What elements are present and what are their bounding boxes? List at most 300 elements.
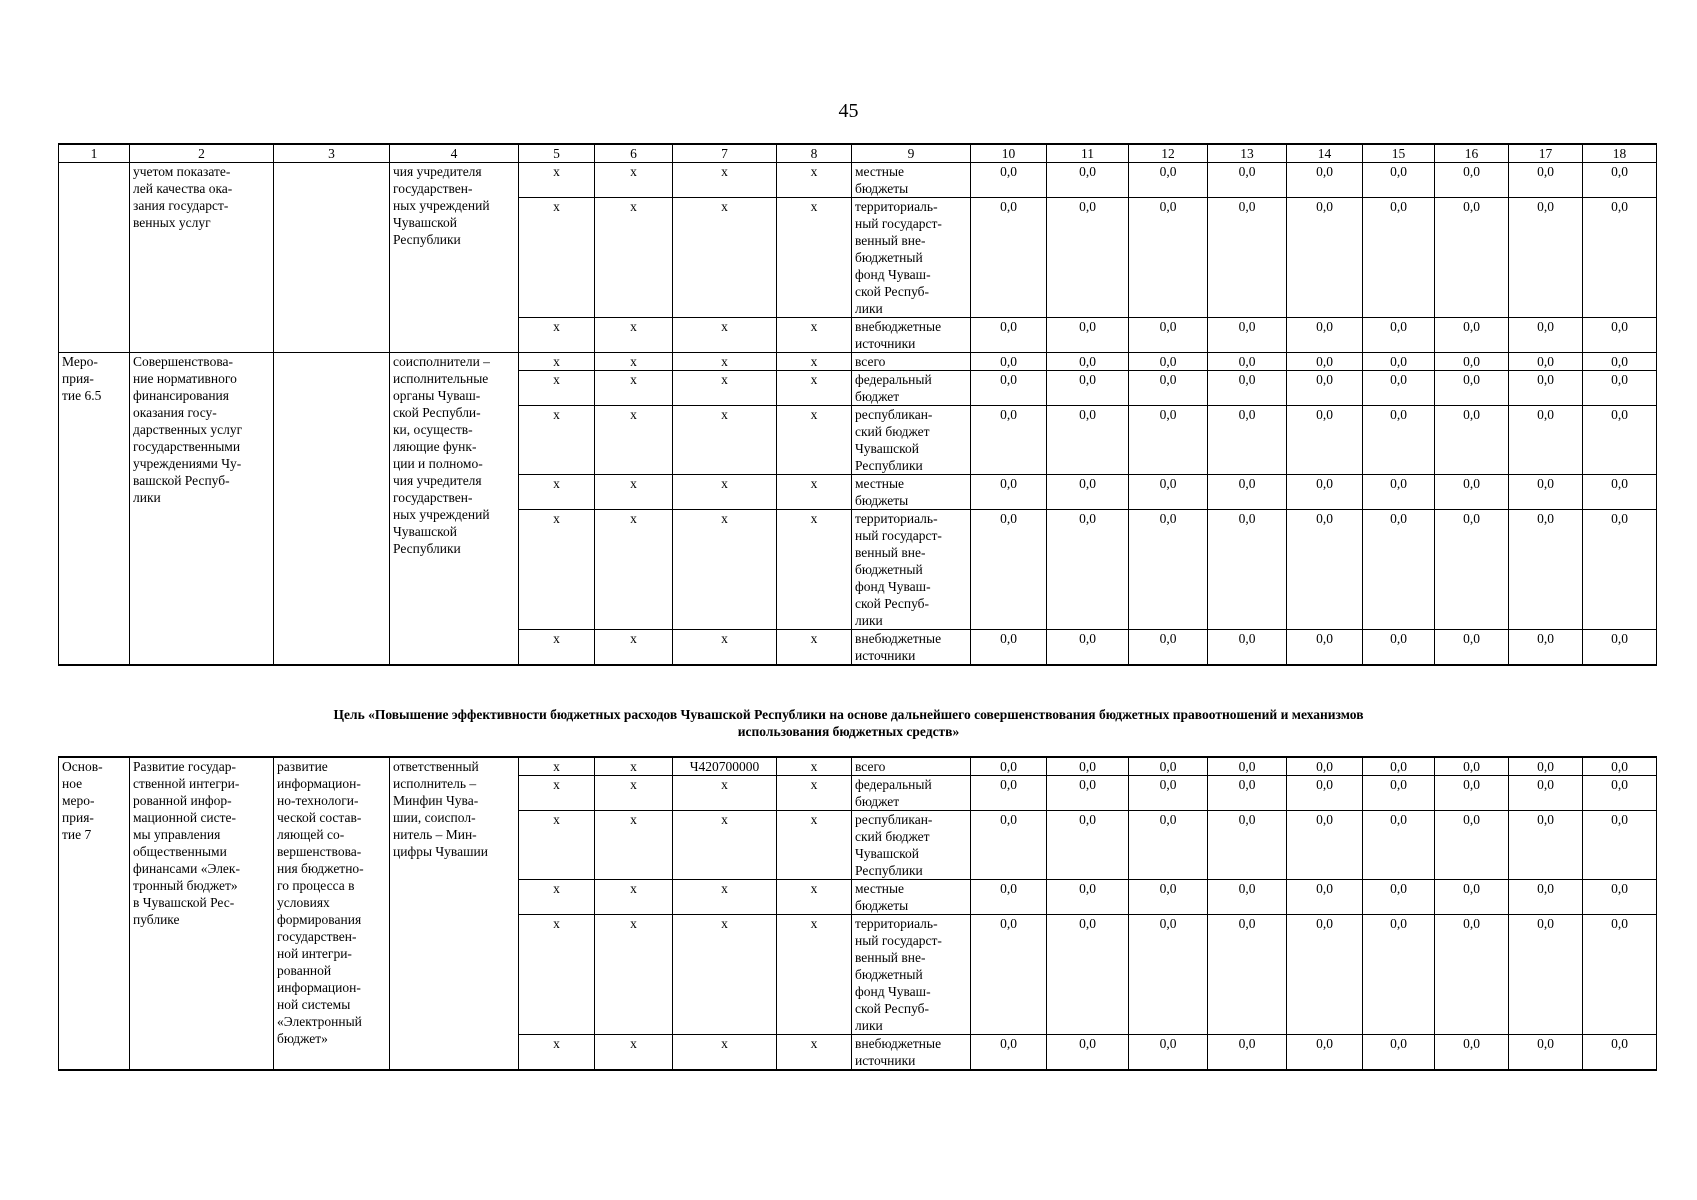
value-cell: 0,0 bbox=[1287, 811, 1363, 880]
value-cell: 0,0 bbox=[1435, 630, 1509, 666]
main-activity-7-col1-line: Основ- bbox=[62, 759, 103, 774]
code-cell-c5: x bbox=[519, 757, 595, 776]
code-cell-c7: x bbox=[673, 163, 777, 198]
value-cell: 0,0 bbox=[1208, 880, 1287, 915]
value-cell: 0,0 bbox=[1583, 1035, 1657, 1071]
activity-6-5-col2-line: Совершенствова- bbox=[133, 354, 234, 369]
value-cell: 0,0 bbox=[1287, 353, 1363, 371]
value-cell: 0,0 bbox=[971, 353, 1047, 371]
code-cell-c6: x bbox=[595, 510, 673, 630]
value-cell: 0,0 bbox=[1208, 406, 1287, 475]
activity-6-5-col2 bbox=[130, 353, 274, 666]
column-number-header: 9 bbox=[852, 144, 971, 163]
funding-source-line: ный государст- bbox=[855, 216, 942, 231]
value-cell: 0,0 bbox=[1435, 406, 1509, 475]
value-cell: 0,0 bbox=[1509, 630, 1583, 666]
value-cell: 0,0 bbox=[1208, 510, 1287, 630]
value-cell: 0,0 bbox=[1583, 163, 1657, 198]
activity-6-5-col4-line: ской Республи- bbox=[393, 405, 481, 420]
funding-source-line: венный вне- bbox=[855, 545, 926, 560]
code-cell-c7: x bbox=[673, 371, 777, 406]
code-cell-c6: x bbox=[595, 757, 673, 776]
code-cell-c8: x bbox=[777, 880, 852, 915]
value-cell: 0,0 bbox=[1047, 475, 1129, 510]
value-cell: 0,0 bbox=[1208, 353, 1287, 371]
funding-source-line: лики bbox=[855, 613, 883, 628]
value-cell: 0,0 bbox=[971, 371, 1047, 406]
code-cell-c5: x bbox=[519, 915, 595, 1035]
code-cell-c7: x bbox=[673, 510, 777, 630]
value-cell: 0,0 bbox=[1435, 353, 1509, 371]
value-cell: 0,0 bbox=[1208, 371, 1287, 406]
value-cell: 0,0 bbox=[1287, 318, 1363, 353]
value-cell: 0,0 bbox=[1583, 757, 1657, 776]
column-number-header: 1 bbox=[59, 144, 130, 163]
funding-source-line: внебюджетные bbox=[855, 1036, 942, 1051]
main-activity-7-col3-line: рованной bbox=[277, 963, 332, 978]
value-cell: 0,0 bbox=[1435, 475, 1509, 510]
value-cell: 0,0 bbox=[1287, 776, 1363, 811]
code-cell-c7: x bbox=[673, 353, 777, 371]
activity-6-4-col4-line: чия учредителя bbox=[393, 164, 482, 179]
activity-6-4-col2-line: венных услуг bbox=[133, 215, 211, 230]
activity-6-5-col4-line: ных учреждений bbox=[393, 507, 490, 522]
column-number-header: 15 bbox=[1363, 144, 1435, 163]
activity-6-5-col4-line: ки, осуществ- bbox=[393, 422, 473, 437]
code-cell-c8: x bbox=[777, 915, 852, 1035]
value-cell: 0,0 bbox=[1129, 880, 1208, 915]
funding-source-line: федеральный bbox=[855, 372, 932, 387]
funding-source-line: федеральный bbox=[855, 777, 932, 792]
code-cell-c7: x bbox=[673, 915, 777, 1035]
funding-source-line: республикан- bbox=[855, 812, 933, 827]
activity-6-5-col2-line: финансирования bbox=[133, 388, 229, 403]
code-cell-c8: x bbox=[777, 811, 852, 880]
value-cell: 0,0 bbox=[1129, 1035, 1208, 1071]
funding-source-line: Республики bbox=[855, 863, 923, 878]
value-cell: 0,0 bbox=[1287, 915, 1363, 1035]
funding-source-line: бюджет bbox=[855, 794, 900, 809]
funding-source-line: венный вне- bbox=[855, 233, 926, 248]
code-cell-c7: x bbox=[673, 880, 777, 915]
value-cell: 0,0 bbox=[1208, 1035, 1287, 1071]
funding-source-line: лики bbox=[855, 1018, 883, 1033]
activity-6-5-col4-line: ции и полномо- bbox=[393, 456, 483, 471]
column-number-header: 7 bbox=[673, 144, 777, 163]
value-cell: 0,0 bbox=[1208, 198, 1287, 318]
code-cell-c7: x bbox=[673, 776, 777, 811]
value-cell: 0,0 bbox=[1435, 880, 1509, 915]
main-activity-7-col3-line: ляющей со- bbox=[277, 827, 345, 842]
code-cell-c7: x bbox=[673, 811, 777, 880]
code-cell-c8: x bbox=[777, 371, 852, 406]
value-cell: 0,0 bbox=[1047, 163, 1129, 198]
activity-6-4-col4 bbox=[390, 163, 519, 353]
value-cell: 0,0 bbox=[1129, 318, 1208, 353]
value-cell: 0,0 bbox=[1583, 915, 1657, 1035]
code-cell-c5: x bbox=[519, 353, 595, 371]
value-cell: 0,0 bbox=[1047, 915, 1129, 1035]
funding-source-line: фонд Чуваш- bbox=[855, 579, 931, 594]
value-cell: 0,0 bbox=[1363, 318, 1435, 353]
value-cell: 0,0 bbox=[1435, 811, 1509, 880]
activity-6-5-col1-line: прия- bbox=[62, 371, 94, 386]
value-cell: 0,0 bbox=[1208, 915, 1287, 1035]
funding-source-line: местные bbox=[855, 164, 905, 179]
funding-source-line: бюджетный bbox=[855, 967, 923, 982]
activity-6-5-col4-line: чия учредителя bbox=[393, 473, 482, 488]
column-number-header: 18 bbox=[1583, 144, 1657, 163]
value-cell: 0,0 bbox=[971, 475, 1047, 510]
code-cell-c5: x bbox=[519, 1035, 595, 1071]
main-activity-7-col3-line: развитие bbox=[277, 759, 328, 774]
code-cell-c6: x bbox=[595, 163, 673, 198]
value-cell: 0,0 bbox=[1129, 475, 1208, 510]
value-cell: 0,0 bbox=[1583, 353, 1657, 371]
value-cell: 0,0 bbox=[1363, 198, 1435, 318]
funding-source-line: территориаль- bbox=[855, 199, 938, 214]
table-row bbox=[59, 163, 1657, 198]
goal-line-2: использования бюджетных средств» bbox=[737, 724, 960, 739]
funding-source-line: всего bbox=[855, 354, 886, 369]
activity-6-5-col2-line: учреждениями Чу- bbox=[133, 456, 242, 471]
value-cell: 0,0 bbox=[971, 630, 1047, 666]
main-activity-7-col1-line: тие 7 bbox=[62, 827, 92, 842]
value-cell: 0,0 bbox=[1287, 1035, 1363, 1071]
funding-source-line: внебюджетные bbox=[855, 631, 942, 646]
value-cell: 0,0 bbox=[1047, 353, 1129, 371]
value-cell: 0,0 bbox=[1129, 198, 1208, 318]
code-cell-c8: x bbox=[777, 163, 852, 198]
activity-6-5-col1-line: тие 6.5 bbox=[62, 388, 102, 403]
funding-source-line: республикан- bbox=[855, 407, 933, 422]
column-number-header: 17 bbox=[1509, 144, 1583, 163]
value-cell: 0,0 bbox=[971, 915, 1047, 1035]
value-cell: 0,0 bbox=[1363, 163, 1435, 198]
value-cell: 0,0 bbox=[1208, 811, 1287, 880]
value-cell: 0,0 bbox=[1509, 510, 1583, 630]
funding-source-cell bbox=[852, 1035, 971, 1071]
value-cell: 0,0 bbox=[1363, 630, 1435, 666]
code-cell-c5: x bbox=[519, 163, 595, 198]
value-cell: 0,0 bbox=[1583, 811, 1657, 880]
main-activity-7-col1 bbox=[59, 757, 130, 1070]
value-cell: 0,0 bbox=[1129, 757, 1208, 776]
value-cell: 0,0 bbox=[971, 510, 1047, 630]
value-cell: 0,0 bbox=[1363, 353, 1435, 371]
code-cell-c5: x bbox=[519, 776, 595, 811]
main-activity-7-col3-line: ния бюджетно- bbox=[277, 861, 364, 876]
funding-source-cell bbox=[852, 318, 971, 353]
code-cell-c5: x bbox=[519, 371, 595, 406]
value-cell: 0,0 bbox=[1287, 475, 1363, 510]
value-cell: 0,0 bbox=[1435, 757, 1509, 776]
value-cell: 0,0 bbox=[1287, 198, 1363, 318]
column-number-header: 6 bbox=[595, 144, 673, 163]
funding-source-line: фонд Чуваш- bbox=[855, 984, 931, 999]
value-cell: 0,0 bbox=[1047, 811, 1129, 880]
activity-6-4-col4-line: Республики bbox=[393, 232, 461, 247]
code-cell-c6: x bbox=[595, 880, 673, 915]
funding-source-cell bbox=[852, 510, 971, 630]
code-cell-c7: x bbox=[673, 630, 777, 666]
value-cell: 0,0 bbox=[1047, 198, 1129, 318]
value-cell: 0,0 bbox=[1509, 353, 1583, 371]
value-cell: 0,0 bbox=[1047, 1035, 1129, 1071]
funding-source-cell bbox=[852, 776, 971, 811]
activity-6-5-col2-line: лики bbox=[133, 490, 161, 505]
activity-6-4-col1 bbox=[59, 163, 130, 353]
value-cell: 0,0 bbox=[1208, 163, 1287, 198]
main-activity-7-col3-line: условиях bbox=[277, 895, 330, 910]
activity-6-5-col1-line: Меро- bbox=[62, 354, 98, 369]
value-cell: 0,0 bbox=[1287, 406, 1363, 475]
code-cell-c5: x bbox=[519, 630, 595, 666]
funding-source-line: Чувашской bbox=[855, 441, 919, 456]
activity-6-5-col2-line: государственными bbox=[133, 439, 241, 454]
value-cell: 0,0 bbox=[1047, 757, 1129, 776]
value-cell: 0,0 bbox=[1435, 510, 1509, 630]
value-cell: 0,0 bbox=[1047, 510, 1129, 630]
funding-source-line: ской Респуб- bbox=[855, 596, 930, 611]
code-cell-c7: x bbox=[673, 475, 777, 510]
value-cell: 0,0 bbox=[1363, 915, 1435, 1035]
main-activity-7-col3-line: ной интегри- bbox=[277, 946, 352, 961]
main-activity-7-col2-line: публике bbox=[133, 912, 180, 927]
code-cell-c6: x bbox=[595, 811, 673, 880]
main-activity-7-col2-line: мационной систе- bbox=[133, 810, 237, 825]
funding-source-cell bbox=[852, 630, 971, 666]
main-activity-7-col3-line: бюджет» bbox=[277, 1031, 328, 1046]
value-cell: 0,0 bbox=[1583, 776, 1657, 811]
code-cell-c7: x bbox=[673, 1035, 777, 1071]
value-cell: 0,0 bbox=[971, 757, 1047, 776]
funding-source-line: территориаль- bbox=[855, 511, 938, 526]
value-cell: 0,0 bbox=[1287, 510, 1363, 630]
activity-6-4-col2-line: лей качества ока- bbox=[133, 181, 233, 196]
activity-6-5-col1 bbox=[59, 353, 130, 666]
code-cell-c7: x bbox=[673, 318, 777, 353]
value-cell: 0,0 bbox=[1435, 915, 1509, 1035]
value-cell: 0,0 bbox=[1435, 198, 1509, 318]
value-cell: 0,0 bbox=[971, 880, 1047, 915]
funding-source-line: местные bbox=[855, 881, 905, 896]
activity-6-4-col4-line: Чувашской bbox=[393, 215, 457, 230]
value-cell: 0,0 bbox=[1509, 1035, 1583, 1071]
code-cell-c6: x bbox=[595, 475, 673, 510]
value-cell: 0,0 bbox=[1583, 406, 1657, 475]
code-cell-c5: x bbox=[519, 880, 595, 915]
funding-source-line: венный вне- bbox=[855, 950, 926, 965]
column-number-header: 5 bbox=[519, 144, 595, 163]
value-cell: 0,0 bbox=[1509, 163, 1583, 198]
column-number-header: 2 bbox=[130, 144, 274, 163]
main-activity-7-col3-line: вершенствова- bbox=[277, 844, 362, 859]
code-cell-c8: x bbox=[777, 757, 852, 776]
value-cell: 0,0 bbox=[1287, 880, 1363, 915]
funding-source-line: фонд Чуваш- bbox=[855, 267, 931, 282]
value-cell: 0,0 bbox=[1129, 510, 1208, 630]
column-number-header: 14 bbox=[1287, 144, 1363, 163]
value-cell: 0,0 bbox=[1509, 915, 1583, 1035]
value-cell: 0,0 bbox=[1208, 776, 1287, 811]
value-cell: 0,0 bbox=[1509, 475, 1583, 510]
goal-line-1: Цель «Повышение эффективности бюджетных расходов Чувашской Республики на основе дальнейшего совершенствования бюджетных правоотношений и механизмов bbox=[333, 707, 1364, 722]
funding-source-line: ский бюджет bbox=[855, 829, 930, 844]
funding-source-line: Чувашской bbox=[855, 846, 919, 861]
value-cell: 0,0 bbox=[1583, 475, 1657, 510]
funding-source-line: ный государст- bbox=[855, 933, 942, 948]
activity-6-5-col2-line: дарственных услуг bbox=[133, 422, 243, 437]
value-cell: 0,0 bbox=[1047, 318, 1129, 353]
code-cell-c6: x bbox=[595, 630, 673, 666]
main-activity-7-col3-line: ческой состав- bbox=[277, 810, 362, 825]
main-activity-7-col4-line: Минфин Чува- bbox=[393, 793, 479, 808]
funding-source-line: всего bbox=[855, 759, 886, 774]
value-cell: 0,0 bbox=[1287, 757, 1363, 776]
code-cell-c6: x bbox=[595, 318, 673, 353]
main-activity-7-col2-line: общественными bbox=[133, 844, 227, 859]
main-activity-7-col2-line: ственной интегри- bbox=[133, 776, 240, 791]
value-cell: 0,0 bbox=[1047, 371, 1129, 406]
value-cell: 0,0 bbox=[1208, 630, 1287, 666]
code-cell-c6: x bbox=[595, 406, 673, 475]
funding-source-line: лики bbox=[855, 301, 883, 316]
value-cell: 0,0 bbox=[1435, 776, 1509, 811]
value-cell: 0,0 bbox=[1129, 406, 1208, 475]
code-cell-c6: x bbox=[595, 776, 673, 811]
value-cell: 0,0 bbox=[1129, 811, 1208, 880]
value-cell: 0,0 bbox=[1509, 880, 1583, 915]
activity-6-5-col2-line: оказания госу- bbox=[133, 405, 217, 420]
funding-source-line: ской Респуб- bbox=[855, 1001, 930, 1016]
main-activity-7-col3-line: ной системы bbox=[277, 997, 351, 1012]
main-activity-7-col3-line: но-технологи- bbox=[277, 793, 359, 808]
value-cell: 0,0 bbox=[1363, 371, 1435, 406]
funding-source-line: бюджеты bbox=[855, 493, 909, 508]
value-cell: 0,0 bbox=[1129, 915, 1208, 1035]
code-cell-c8: x bbox=[777, 1035, 852, 1071]
value-cell: 0,0 bbox=[1583, 880, 1657, 915]
value-cell: 0,0 bbox=[1509, 776, 1583, 811]
activity-6-5-col4 bbox=[390, 353, 519, 666]
value-cell: 0,0 bbox=[1129, 353, 1208, 371]
column-number-header: 16 bbox=[1435, 144, 1509, 163]
code-cell-c8: x bbox=[777, 198, 852, 318]
activity-6-5-col4-line: Чувашской bbox=[393, 524, 457, 539]
value-cell: 0,0 bbox=[1129, 163, 1208, 198]
funding-source-line: источники bbox=[855, 648, 916, 663]
funding-source-cell bbox=[852, 757, 971, 776]
main-activity-7-col2-line: мы управления bbox=[133, 827, 221, 842]
value-cell: 0,0 bbox=[1129, 371, 1208, 406]
funding-source-line: бюджеты bbox=[855, 898, 909, 913]
code-cell-c8: x bbox=[777, 630, 852, 666]
activity-6-4-col4-line: ных учреждений bbox=[393, 198, 490, 213]
funding-source-cell bbox=[852, 371, 971, 406]
value-cell: 0,0 bbox=[1129, 776, 1208, 811]
value-cell: 0,0 bbox=[1363, 406, 1435, 475]
value-cell: 0,0 bbox=[1583, 510, 1657, 630]
funding-source-line: ный государст- bbox=[855, 528, 942, 543]
code-cell-c6: x bbox=[595, 371, 673, 406]
main-activity-7-col4-line: нитель – Мин- bbox=[393, 827, 477, 842]
main-activity-7-col3-line: государствен- bbox=[277, 929, 357, 944]
table-row bbox=[59, 353, 1657, 371]
value-cell: 0,0 bbox=[1129, 630, 1208, 666]
value-cell: 0,0 bbox=[1363, 880, 1435, 915]
value-cell: 0,0 bbox=[971, 163, 1047, 198]
main-activity-7-col3-line: «Электронный bbox=[277, 1014, 362, 1029]
value-cell: 0,0 bbox=[1583, 318, 1657, 353]
main-activity-7-col3-line: формирования bbox=[277, 912, 362, 927]
value-cell: 0,0 bbox=[1363, 811, 1435, 880]
value-cell: 0,0 bbox=[971, 198, 1047, 318]
code-cell-c8: x bbox=[777, 406, 852, 475]
value-cell: 0,0 bbox=[971, 1035, 1047, 1071]
value-cell: 0,0 bbox=[1208, 757, 1287, 776]
value-cell: 0,0 bbox=[1363, 1035, 1435, 1071]
activity-6-5-col4-line: исполнительные bbox=[393, 371, 489, 386]
value-cell: 0,0 bbox=[1583, 198, 1657, 318]
funding-source-line: Республики bbox=[855, 458, 923, 473]
value-cell: 0,0 bbox=[1435, 318, 1509, 353]
main-activity-7-col2-line: рованной инфор- bbox=[133, 793, 232, 808]
activity-6-4-col3 bbox=[274, 163, 390, 353]
funding-source-line: бюджеты bbox=[855, 181, 909, 196]
activity-6-5-col4-line: органы Чуваш- bbox=[393, 388, 481, 403]
budget-table-lower bbox=[58, 756, 1657, 1071]
column-number-header: 4 bbox=[390, 144, 519, 163]
code-cell-c8: x bbox=[777, 353, 852, 371]
value-cell: 0,0 bbox=[1583, 371, 1657, 406]
main-activity-7-col1-line: ное bbox=[62, 776, 83, 791]
value-cell: 0,0 bbox=[1047, 776, 1129, 811]
main-activity-7-col2-line: Развитие государ- bbox=[133, 759, 237, 774]
funding-source-cell bbox=[852, 475, 971, 510]
funding-source-line: ской Респуб- bbox=[855, 284, 930, 299]
value-cell: 0,0 bbox=[1363, 475, 1435, 510]
activity-6-4-col4-line: государствен- bbox=[393, 181, 473, 196]
activity-6-5-col4-line: соисполнители – bbox=[393, 354, 490, 369]
funding-source-cell bbox=[852, 406, 971, 475]
funding-source-line: источники bbox=[855, 336, 916, 351]
value-cell: 0,0 bbox=[1363, 776, 1435, 811]
code-cell-c5: x bbox=[519, 198, 595, 318]
code-cell-c7: x bbox=[673, 198, 777, 318]
code-cell-c6: x bbox=[595, 353, 673, 371]
column-number-header: 10 bbox=[971, 144, 1047, 163]
main-activity-7-col2-line: тронный бюджет» bbox=[133, 878, 238, 893]
value-cell: 0,0 bbox=[1583, 630, 1657, 666]
value-cell: 0,0 bbox=[1435, 163, 1509, 198]
main-activity-7-col1-line: меро- bbox=[62, 793, 95, 808]
funding-source-line: источники bbox=[855, 1053, 916, 1068]
code-cell-c6: x bbox=[595, 1035, 673, 1071]
value-cell: 0,0 bbox=[1509, 811, 1583, 880]
value-cell: 0,0 bbox=[1435, 371, 1509, 406]
funding-source-cell bbox=[852, 163, 971, 198]
value-cell: 0,0 bbox=[1509, 757, 1583, 776]
funding-source-cell bbox=[852, 811, 971, 880]
column-number-header: 12 bbox=[1129, 144, 1208, 163]
code-cell-c6: x bbox=[595, 915, 673, 1035]
activity-6-5-col2-line: вашской Респуб- bbox=[133, 473, 230, 488]
value-cell: 0,0 bbox=[971, 776, 1047, 811]
value-cell: 0,0 bbox=[1047, 880, 1129, 915]
value-cell: 0,0 bbox=[971, 406, 1047, 475]
funding-source-line: бюджет bbox=[855, 389, 900, 404]
